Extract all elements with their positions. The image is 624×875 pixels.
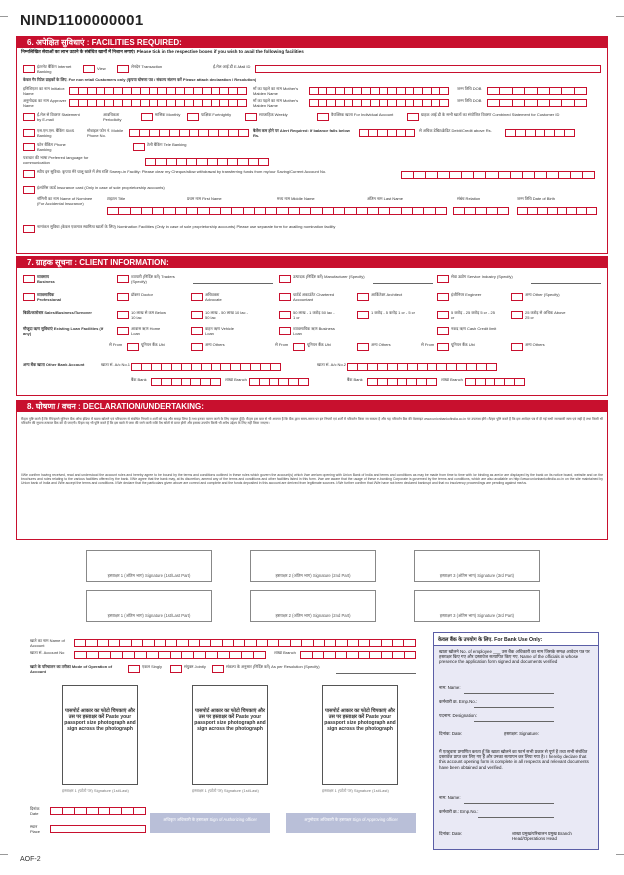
manufacturer-label: उत्पादक (निर्दिष्ट करें) Manufacturer (Specify) bbox=[293, 274, 365, 279]
business-checkbox[interactable] bbox=[23, 275, 35, 283]
nominee-dob-label: जन्म तिथि Date of Birth bbox=[517, 196, 555, 201]
photo-sig-1-label: हस्ताक्षर 1 (फोटो पर) Signature (1st/Last) bbox=[62, 788, 129, 793]
weekly-checkbox[interactable] bbox=[245, 113, 257, 121]
bank-use-officials-text: खाता खोलने No. of employee ___ उस बैंक अधिकारी का नाम जिसके समक्ष आवेदन पत्र पर हस्ताक्षर किए गए और दस्तावेज सत्यापित किए गए. Name of the officials in whose presence the application form signed and documents verified bbox=[439, 649, 590, 665]
signature-box-4[interactable] bbox=[86, 590, 212, 622]
bank-use-branch-head-label: शाखा प्रमुख/परिचालन प्रमुख Branch Head/Operations Head bbox=[512, 831, 572, 842]
nominee-name-boxes[interactable] bbox=[107, 207, 447, 215]
turnover-label: बिक्री/कारोबार Sales/Business/Turnover bbox=[23, 310, 92, 315]
signature-2-caption: हस्ताक्षर 2 (अंतिम भाग) Signature (2nd Part) bbox=[275, 573, 351, 578]
account-branch-boxes[interactable] bbox=[300, 651, 416, 659]
business-loan-others-label: अन्य Others bbox=[371, 342, 391, 347]
jointly-label: संयुक्त Jointly bbox=[184, 664, 206, 669]
declaration-header: 8. घोषणा / वचन : DECLARATION/UNDERTAKING: bbox=[17, 401, 607, 412]
business-loan-ubi-checkbox[interactable] bbox=[293, 343, 305, 351]
place-input[interactable] bbox=[50, 825, 146, 833]
vehicle-loan-checkbox[interactable] bbox=[191, 327, 203, 335]
singly-label: एकल Singly bbox=[142, 664, 163, 669]
sweep-in-checkbox[interactable] bbox=[23, 170, 35, 178]
client-information-header: 7. ग्राहक सूचना : CLIENT INFORMATION: bbox=[17, 257, 607, 268]
monthly-checkbox[interactable] bbox=[141, 113, 153, 121]
architect-checkbox[interactable] bbox=[357, 293, 369, 301]
initiator-name-label: इनिशिएटर का नाम Initiator: Name bbox=[23, 86, 66, 96]
bank-use-empno-line[interactable] bbox=[474, 707, 554, 708]
cash-credit-ubi-label: यूनियन बैंक Ubi bbox=[451, 342, 475, 347]
email-label: ई-मेल आई डी E-Mail ID bbox=[213, 64, 251, 69]
business-loan-others-checkbox[interactable] bbox=[357, 343, 369, 351]
view-checkbox[interactable] bbox=[83, 65, 95, 73]
approver-name-boxes[interactable] bbox=[69, 99, 247, 107]
mode-of-operation-label: खाते के परिचालन का तरीका Mode of Operation of Account bbox=[30, 664, 113, 674]
traders-label: व्यापारी (निर्दिष्ट करें) Traders (Specify) bbox=[131, 274, 175, 284]
turnover-above-25cr-checkbox[interactable] bbox=[511, 311, 523, 319]
declaration-text-english: I/We confirm having received, read and understood the account rules and hereby agree to be bound by the terms and conditions outlined in these rules which govern the account(s) which I/we are/am opening with Union Bank of India and terms and conditions as may be made from time to time with /or binding as are/or are displayed by the bank on its notice board, website and on the brochures and rules relating to the various facilities offered by the bank. I/We agree that the bank may, at its discretion, amend any of the terms and conditions and other facilities listed in this form. I/we are aware that the usage of these e-banking Corporate is governed by the terms and conditions, which are also available on http://www.unionbankofindia.co.in on the site maintained by Union bank of India and I/We accept the terms and conditions. I/We declare that the particulars given above are correct and complete and the funds deposited in this account are derived from legitimate sources. I/We further confirm that I/We have not been declared bankrupt and that no insolvency proceedings are pending against me/us. bbox=[21, 473, 603, 486]
cash-credit-label: नकद ऋण Cash Credit limit bbox=[451, 326, 497, 331]
facilities-instruction bbox=[17, 48, 607, 56]
tele-banking-checkbox[interactable] bbox=[133, 143, 145, 151]
instruction-hindi: निम्नलिखित सेवाओं का लाभ उठाने के संबंधित खानों में निशान लगाएं। bbox=[21, 49, 136, 54]
resolution-checkbox[interactable] bbox=[212, 665, 224, 673]
photo-sig-2-label: हस्ताक्षर 1 (फोटो पर) Signature (1st/Last) bbox=[192, 788, 259, 793]
branch2-boxes[interactable] bbox=[465, 378, 525, 386]
chartered-accountant-label: चार्टर्ड अकाउंटेंट Chartered Accountant bbox=[293, 292, 335, 302]
periodicity-label: आवधिकता Periodicity bbox=[103, 112, 122, 122]
alert-required-label: बैलेंस कम होने पर Alert Required: If balance falls below Rs. bbox=[253, 128, 350, 138]
business-loan-checkbox[interactable] bbox=[279, 327, 291, 335]
bank1-boxes[interactable] bbox=[151, 378, 221, 386]
preferred-language-boxes[interactable] bbox=[145, 158, 269, 166]
authorizing-officer-signature[interactable]: अधिकृत अधिकारी के हस्ताक्षर Sign of Authorizing officer bbox=[150, 813, 270, 833]
signature-6-caption: हस्ताक्षर 3 (अंतिम भाग) Signature (3rd Part) bbox=[439, 613, 515, 618]
approver-dob-boxes[interactable] bbox=[487, 99, 587, 107]
account-no-label: खाता सं. Account No bbox=[30, 650, 65, 655]
instruction-english: Please tick in the respective boxes if you wish to avail the following facilities bbox=[136, 49, 304, 54]
date-label: दिनांक Date bbox=[30, 806, 40, 816]
client-information-section bbox=[16, 256, 608, 396]
sms-banking-checkbox[interactable] bbox=[23, 129, 35, 137]
cash-credit-ubi-checkbox[interactable] bbox=[437, 343, 449, 351]
bank-use-designation-label: पदनाम: Designation: bbox=[439, 713, 477, 718]
signature-3-caption: हस्ताक्षर 3 (अंतिम भाग) Signature (3rd Part) bbox=[439, 573, 515, 578]
account-name-label: खाते का नाम Name of Account bbox=[30, 638, 65, 648]
nominee-first-name-label: प्रथम नाम First Name bbox=[187, 196, 222, 201]
manufacturer-checkbox[interactable] bbox=[279, 275, 291, 283]
transaction-label: लेनदेन Transaction bbox=[131, 64, 163, 69]
photo-box-2[interactable] bbox=[192, 685, 268, 785]
chartered-accountant-checkbox[interactable] bbox=[279, 293, 291, 301]
signature-box-3[interactable] bbox=[414, 550, 540, 582]
email-input[interactable] bbox=[255, 65, 601, 73]
nominee-dob-boxes[interactable] bbox=[517, 207, 597, 215]
signature-box-2[interactable] bbox=[250, 550, 376, 582]
turnover-50lac-1cr-checkbox[interactable] bbox=[279, 311, 291, 319]
turnover-below-10lac-label: 10 लाख से कम Below 10 lac bbox=[131, 310, 166, 320]
crop-mark bbox=[616, 854, 624, 855]
resolution-label: संकल्प के अनुसार (निर्दिष्ट करें) As per Resolution (Specify) bbox=[226, 664, 320, 669]
manufacturer-specify-line[interactable] bbox=[373, 283, 433, 284]
mobile-no-label: मोबाइल फोन नं. Mobile Phone No. bbox=[87, 128, 124, 138]
signature-box-1[interactable] bbox=[86, 550, 212, 582]
turnover-10-50lac-label: 10 लाख - 50 लाख 10 lac - 50 lac bbox=[205, 310, 248, 320]
bank-use-header: केवल बैंक के उपयोग के लिए. For Bank Use Only: bbox=[434, 633, 598, 646]
crop-mark bbox=[0, 16, 8, 17]
bank-use-designation-line[interactable] bbox=[474, 721, 554, 722]
doctor-checkbox[interactable] bbox=[117, 293, 129, 301]
signature-5-caption: हस्ताक्षर 2 (अंतिम भाग) Signature (2nd Part) bbox=[275, 613, 351, 618]
tele-banking-label: टेली बैंकिंग Tele Banking bbox=[147, 142, 187, 147]
debit-credit-label: से अधिक डेबिट/क्रेडिट Debit/Credit above Rs. bbox=[419, 128, 492, 133]
account-details-block bbox=[30, 635, 426, 850]
estatement-label: ई-मेल से विवरण Statement by E-mail bbox=[37, 112, 80, 122]
branch2-label: शाखा Branch bbox=[441, 377, 463, 382]
acno2-boxes[interactable] bbox=[347, 363, 497, 371]
signature-4-caption: हस्ताक्षर 1 (अंतिम भाग) Signature (1st/Last Part) bbox=[107, 613, 191, 618]
cash-credit-from-label: से From bbox=[421, 342, 435, 347]
insurance-card-label: इंश्योरेंस कार्ड Insurance card (Only in case of sole proprietorship accounts) bbox=[37, 185, 165, 190]
preferred-language-label: पत्राचार की भाषा Preferred language for communication bbox=[23, 155, 89, 165]
fortnightly-label: पाक्षिक Fortnightly bbox=[201, 112, 232, 117]
turnover-1-5cr-checkbox[interactable] bbox=[357, 311, 369, 319]
sms-banking-label: एस.एम.एस. बैंकिंग SMS Banking bbox=[37, 128, 75, 138]
nominee-name-label: नॉमिनी का नाम Name of Nominee (For Accidental Insurance) bbox=[37, 196, 93, 206]
signature-box-5[interactable] bbox=[250, 590, 376, 622]
approving-officer-signature[interactable]: अनुमोदक अधिकारी के हस्ताक्षर Sign of Approving officer bbox=[286, 813, 416, 833]
existing-loan-label: मौजूदा ऋण सुविधाएं Existing Loan Facilities (If any) bbox=[23, 326, 104, 336]
turnover-1-5cr-label: 1 करोड़ - 5 करोड़ 1 cr - 5 cr bbox=[371, 310, 415, 315]
signature-box-6[interactable] bbox=[414, 590, 540, 622]
bank-use-only-panel bbox=[433, 632, 599, 850]
non-retail-note: केवल गैर रिटेल ग्राहकों के लिए. For non retail Customers only (कृपया घोषणा पत्र / संकल्प संलग्न करें Please attach declaration / Resolution) bbox=[23, 77, 257, 82]
professional-checkbox[interactable] bbox=[23, 293, 35, 301]
declaration-section bbox=[16, 400, 608, 540]
architect-label: आर्किटेक्ट Architect bbox=[371, 292, 403, 297]
facilities-header: 6. अपेक्षित सुविधाएं : FACILITIES REQUIRED: bbox=[17, 37, 607, 48]
other-profession-checkbox[interactable] bbox=[511, 293, 523, 301]
turnover-above-25cr-label: 25 करोड़ से अधिक Above 25 cr bbox=[525, 310, 566, 320]
bank-use-name2-line[interactable] bbox=[464, 803, 554, 804]
weekly-label: साप्ताहिक Weekly bbox=[259, 112, 288, 117]
turnover-below-10lac-checkbox[interactable] bbox=[117, 311, 129, 319]
home-loan-label: आवास ऋण Home Loan bbox=[131, 326, 161, 336]
engineer-label: इंजीनियर Engineer bbox=[451, 292, 482, 297]
facilities-section bbox=[16, 36, 608, 254]
service-industry-label: सेवा उद्योग Service Industry (Specify) bbox=[451, 274, 513, 279]
nominee-relation-label: संबंध Relation bbox=[457, 196, 481, 201]
initiator-mothers-name-boxes[interactable] bbox=[309, 87, 449, 95]
traders-specify-line[interactable] bbox=[193, 283, 273, 284]
account-name-boxes[interactable] bbox=[74, 639, 416, 647]
advocate-checkbox[interactable] bbox=[191, 293, 203, 301]
photo-box-3[interactable] bbox=[322, 685, 398, 785]
approver-mothers-name-boxes[interactable] bbox=[309, 99, 449, 107]
view-label: View bbox=[97, 66, 106, 71]
nominee-title-label: टाइटल Title bbox=[107, 196, 126, 201]
date-boxes[interactable] bbox=[50, 807, 146, 815]
initiator-dob-boxes[interactable] bbox=[487, 87, 587, 95]
branch1-label: शाखा Branch bbox=[225, 377, 247, 382]
bank-use-empno2-line[interactable] bbox=[478, 817, 554, 818]
acno2-label: खाता सं. A/c No.2 bbox=[317, 362, 347, 367]
traders-checkbox[interactable] bbox=[117, 275, 129, 283]
account-no-boxes[interactable] bbox=[74, 651, 266, 659]
bank-use-name-line[interactable] bbox=[464, 693, 554, 694]
business-loan-ubi-label: यूनियन बैंक Ubi bbox=[307, 342, 331, 347]
individual-account-label: वैयक्तिक खाता For Individual Account bbox=[331, 112, 394, 117]
internet-banking-label: इंटरनेट बैंकिंग Internet Banking bbox=[37, 64, 72, 74]
nominee-middle-name-label: मध्य नाम Middle Name bbox=[277, 196, 315, 201]
turnover-5-25cr-label: 5 करोड़ - 25 करोड़ 5 cr - 25 cr bbox=[451, 310, 496, 320]
estatement-checkbox[interactable] bbox=[23, 113, 35, 121]
singly-checkbox[interactable] bbox=[128, 665, 140, 673]
sweep-account-boxes[interactable] bbox=[401, 171, 595, 179]
alert-amount-boxes[interactable] bbox=[359, 129, 415, 137]
signature-1-caption: हस्ताक्षर 1 (अंतिम भाग) Signature (1st/Last Part) bbox=[107, 573, 191, 578]
branch1-boxes[interactable] bbox=[249, 378, 309, 386]
home-loan-ubi-label: यूनियन बैंक Ubi bbox=[141, 342, 165, 347]
bank2-boxes[interactable] bbox=[367, 378, 437, 386]
declaration-text-hindi: मैं/हम पुष्टि करते हैं कि मैंने/हमने यूनियन बैंक ऑफ इंडिया में खाता खोलने एवं परिचालन से संबंधित नियमों व शर्तों को पढ़ और समझ लिया है तथा इनका पालन करने के लिए सहमत हूँ/हैं। मैं/हम इस बात से भी अवगत हैं कि बैंक द्वारा समय-समय पर इन नियमों एवं शर्तों में परिवर्तन किया जा सकता है और यह परिवर्तन बैंक की वेबसाइट www.unionbankofindia.co.in पर उपलब्ध होंगे। मैं/हम पुष्टि करते हैं कि इस आवेदन पत्र में दी गई सभी जानकारी सत्य एवं सही है तथा किसी भी परिवर्तन की सूचना तत्काल बैंक को दी जाएगी। मैं/हम यह भी पुष्टि करते हैं कि इस खाते में जमा की जाने वाली राशि वैध स्रोतों से प्राप्त होगी और इसका उपयोग किसी भी अवैध उद्देश्य के लिए नहीं किया जाएगा। bbox=[21, 417, 603, 426]
home-loan-ubi-checkbox[interactable] bbox=[127, 343, 139, 351]
bank-use-date-label: दिनांक: Date: bbox=[439, 731, 463, 736]
initiator-dob-label: जन्म तिथि DOB bbox=[457, 86, 482, 91]
internet-banking-checkbox[interactable] bbox=[23, 65, 35, 73]
jointly-checkbox[interactable] bbox=[170, 665, 182, 673]
service-industry-specify-line[interactable] bbox=[531, 283, 601, 284]
footer-code: AOF-2 bbox=[20, 856, 41, 863]
engineer-checkbox[interactable] bbox=[437, 293, 449, 301]
fortnightly-checkbox[interactable] bbox=[187, 113, 199, 121]
approver-name-label: अनुमोदक का नाम Approver Name bbox=[23, 98, 67, 108]
bank-use-date2-label: दिनांक: Date: bbox=[439, 831, 463, 836]
nomination-note: नामांकन सुविधा (केवल एकमात्र स्वामित्व खातों के लिए) Nomination Facilities (Only in case of sole proprietorship accounts) Please use separate form for availing nomination facility bbox=[37, 224, 336, 229]
cash-credit-checkbox[interactable] bbox=[437, 327, 449, 335]
turnover-5-25cr-checkbox[interactable] bbox=[437, 311, 449, 319]
mobile-no-boxes[interactable] bbox=[129, 129, 249, 137]
other-profession-label: अन्य Other (Specify) bbox=[525, 292, 560, 297]
debit-credit-boxes[interactable] bbox=[505, 129, 575, 137]
photo-2-text: पासपोर्ट आकार का फोटो चिपकाएं और उस पर हस्ताक्षर करें Paste your passport size photograph and sign across the photograph bbox=[194, 708, 266, 732]
vehicle-loan-label: वाहन ऋण Vehicle Loan bbox=[205, 326, 235, 336]
business-loan-label: व्यावसायिक ऋण Business Loan bbox=[293, 326, 335, 336]
nominee-relation-boxes[interactable] bbox=[453, 207, 509, 215]
phone-banking-label: फोन बैंकिंग Phone Banking bbox=[37, 142, 66, 152]
bank-use-name-label: नाम: Name: bbox=[439, 685, 461, 690]
photo-sig-3-label: हस्ताक्षर 1 (फोटो पर) Signature (1st/Last) bbox=[322, 788, 389, 793]
place-label: स्थान Place bbox=[30, 824, 41, 834]
combined-statement-checkbox[interactable] bbox=[407, 113, 419, 121]
combined-statement-label: ग्राहक आई डी के सभी खातों का संयोजित विवरण Combined Statement for Customer ID bbox=[421, 112, 560, 117]
photo-box-1[interactable] bbox=[62, 685, 138, 785]
home-loan-checkbox[interactable] bbox=[117, 327, 129, 335]
bank-use-empno-label: कर्मचारी क्र. Emp.No.: bbox=[439, 699, 478, 704]
home-loan-from-label: से From bbox=[109, 342, 123, 347]
bank2-label: बैंक Bank bbox=[347, 377, 363, 382]
bank-use-name2-label: नाम: Name: bbox=[439, 795, 461, 800]
acno1-label: खाता सं. A/c No.1 bbox=[101, 362, 131, 367]
resolution-specify-line[interactable] bbox=[336, 673, 416, 674]
vehicle-loan-others-checkbox[interactable] bbox=[191, 343, 203, 351]
vehicle-loan-others-label: अन्य Others bbox=[205, 342, 225, 347]
transaction-checkbox[interactable] bbox=[117, 65, 129, 73]
nomination-checkbox[interactable] bbox=[23, 225, 35, 233]
form-number: NIND1100000001 bbox=[20, 12, 144, 29]
business-label: व्यवसाय Business bbox=[37, 274, 55, 284]
photo-1-text: पासपोर्ट आकार का फोटो चिपकाएं और उस पर हस्ताक्षर करें Paste your passport size photograph and sign across the photograph bbox=[64, 708, 136, 732]
bank1-label: बैंक Bank bbox=[131, 377, 147, 382]
cash-credit-others-checkbox[interactable] bbox=[511, 343, 523, 351]
photo-3-text: पासपोर्ट आकार का फोटो चिपकाएं और उस पर हस्ताक्षर करें Paste your passport size photograph and sign across the photograph bbox=[324, 708, 396, 732]
bank-use-declaration-text: मैं एतद्द्वारा प्रमाणित करता हूँ कि खाता खोलने का फार्म सभी प्रकार से पूर्ण है तथा सभी संबंधित दस्तावेज प्राप्त कर लिए गए हैं और उनका सत्यापन कर लिया गया है। I hereby declare that this account opening form is complete in all respects and relevant documents have been obtained and verified. bbox=[439, 749, 589, 770]
account-branch-label: शाखा Branch bbox=[274, 650, 296, 655]
initiator-mothers-name-label: माँ का पहले का नाम Mother's Maiden Name bbox=[253, 86, 299, 96]
turnover-50lac-1cr-label: 50 लाख - 1 करोड़ 50 lac - 1 cr bbox=[293, 310, 335, 320]
individual-account-checkbox[interactable] bbox=[317, 113, 329, 121]
initiator-name-boxes[interactable] bbox=[69, 87, 247, 95]
turnover-10-50lac-checkbox[interactable] bbox=[191, 311, 203, 319]
monthly-label: मासिक Monthly bbox=[155, 112, 181, 117]
crop-mark bbox=[0, 854, 8, 855]
bank-use-signature-label: हस्ताक्षर: Signature: bbox=[504, 731, 540, 736]
phone-banking-checkbox[interactable] bbox=[23, 143, 35, 151]
acno1-boxes[interactable] bbox=[131, 363, 281, 371]
service-industry-checkbox[interactable] bbox=[437, 275, 449, 283]
doctor-label: डॉक्टर Doctor bbox=[131, 292, 153, 297]
sweep-in-label: स्वीप इन सुविधा: कृपया मेरे चालू खाते में शेष राशि Sweep-in Facility: Please clear my Cheque/allow withdrawal by transferring funds from my/our Saving/Current Account No. bbox=[37, 169, 327, 174]
crop-mark bbox=[616, 16, 624, 17]
approver-dob-label: जन्म तिथि DOB bbox=[457, 98, 482, 103]
nominee-last-name-label: अंतिम नाम Last Name bbox=[367, 196, 403, 201]
bank-use-empno2-label: कर्मचारी क्र.: Emp.No.: bbox=[439, 809, 479, 814]
other-bank-label: अन्य बैंक खाता Other Bank Account bbox=[23, 362, 85, 367]
professional-label: व्यावसायिक Professional bbox=[37, 292, 62, 302]
approver-mothers-name-label: माँ का पहले का नाम Mother's Maiden Name bbox=[253, 98, 299, 108]
business-loan-from-label: से From bbox=[275, 342, 289, 347]
cash-credit-others-label: अन्य Others bbox=[525, 342, 545, 347]
advocate-label: अधिवक्ता Advocate bbox=[205, 292, 222, 302]
insurance-card-checkbox[interactable] bbox=[23, 186, 35, 194]
